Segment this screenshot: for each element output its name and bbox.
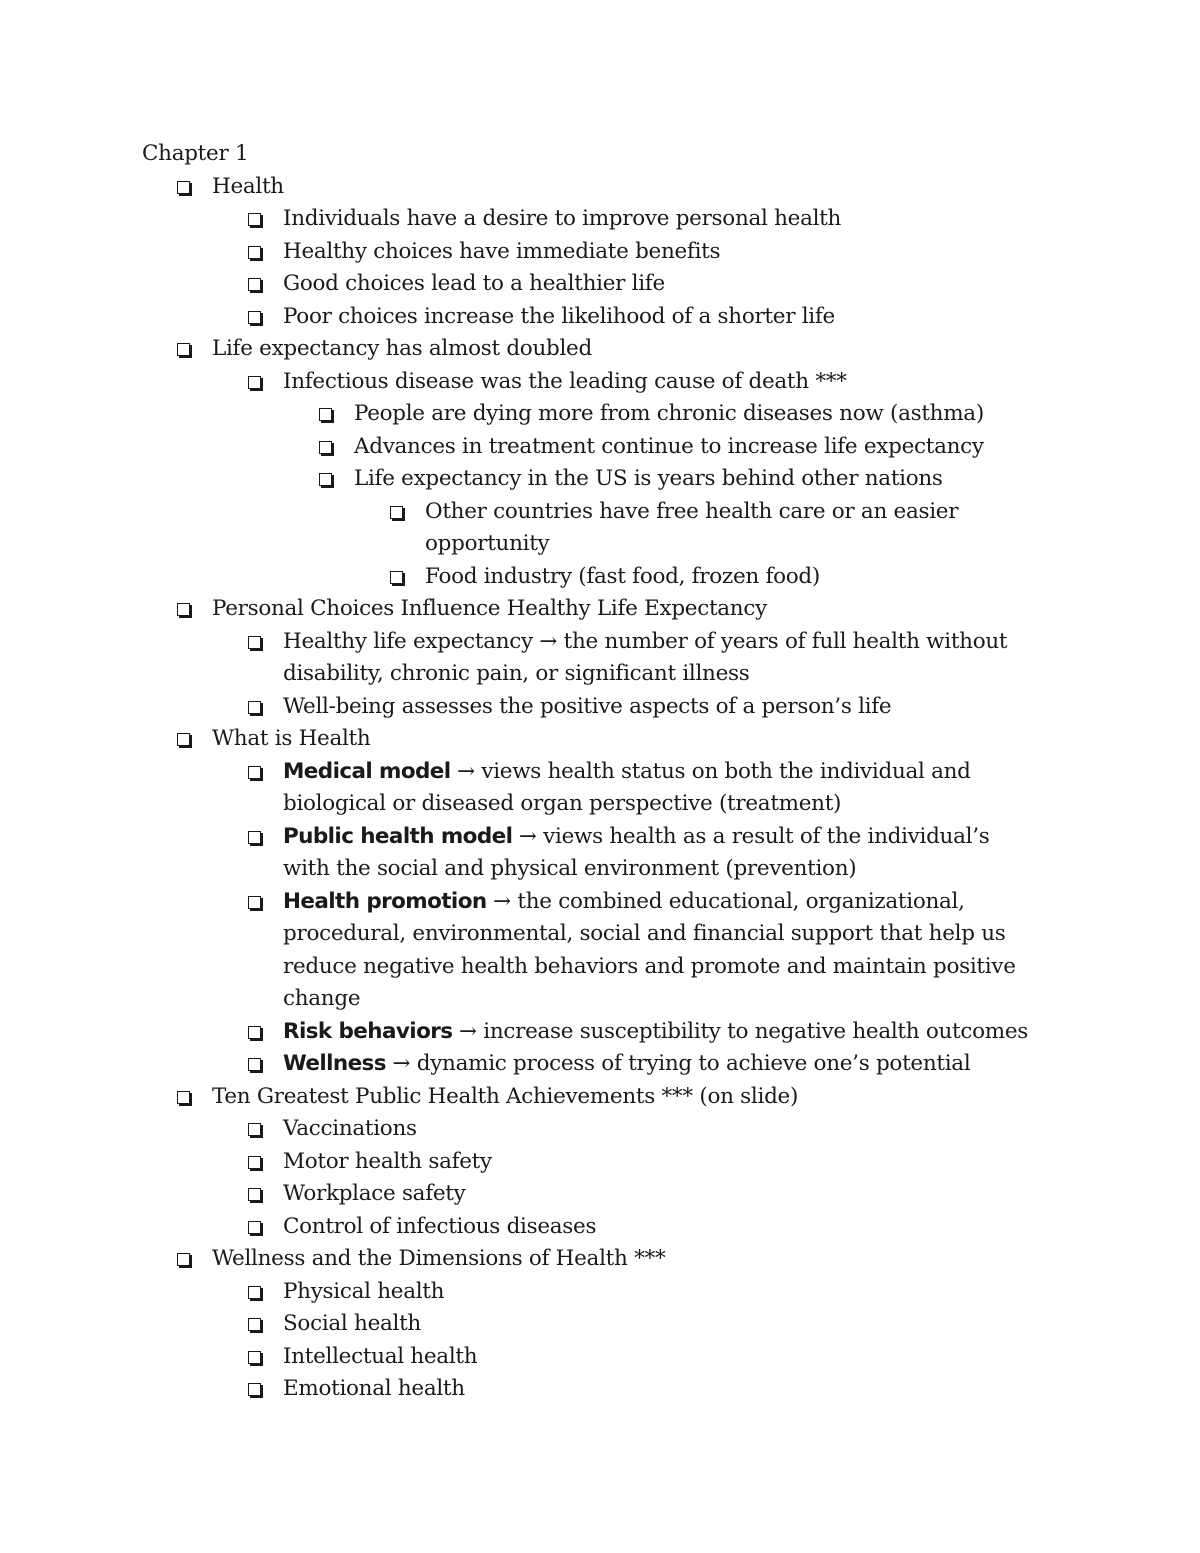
outline-item [248, 691, 1040, 724]
checkbox-bullet-icon [248, 1221, 261, 1234]
outline-item [248, 1373, 1040, 1406]
outline-item-text: Well-being assesses the positive aspects of a person’s life [283, 693, 892, 719]
outline-item-text [283, 886, 1040, 1016]
checkbox-bullet-icon [248, 1188, 261, 1201]
outline-item [177, 333, 1040, 366]
outline-item [319, 431, 1040, 464]
outline-item [248, 1113, 1040, 1146]
outline-item-text: Personal Choices Influence Healthy Life Expectancy [212, 596, 767, 621]
term-definition: → dynamic process of trying to achieve one’s potential [385, 1051, 971, 1076]
checkbox-bullet-icon [248, 636, 261, 649]
checkbox-bullet-icon [248, 278, 261, 291]
term-definition: → views health status on both the individual and biological or diseased organ perspective (treatment) [283, 758, 971, 816]
outline-item-text: Motor health safety [283, 1148, 492, 1174]
outline-item-text: Individuals have a desire to improve personal health [283, 206, 842, 231]
outline-item [390, 496, 1040, 561]
outline-item [177, 1243, 1040, 1276]
outline-item [248, 756, 1040, 821]
outline-item-text: Intellectual health [283, 1343, 478, 1369]
outline-item [248, 1048, 1040, 1081]
outline-item-text: Healthy choices have immediate benefits [283, 238, 721, 264]
outline-item [248, 1016, 1040, 1049]
checkbox-bullet-icon [248, 1286, 261, 1299]
term-label: Medical model [283, 758, 451, 784]
outline-item [177, 593, 1040, 626]
outline-item-text: Life expectancy has almost doubled [212, 336, 592, 361]
outline-item [248, 1211, 1040, 1244]
checkbox-bullet-icon [248, 311, 261, 324]
outline-item-text: Other countries have free health care or an easier opportunity [425, 498, 959, 556]
outline-item [248, 1308, 1040, 1341]
outline-item [248, 1276, 1040, 1309]
checkbox-bullet-icon [248, 896, 261, 909]
checkbox-bullet-icon [248, 766, 261, 779]
outline-item-text: Vaccinations [283, 1116, 417, 1141]
outline-item-text [283, 1016, 1040, 1049]
term-label: Wellness [283, 1051, 386, 1076]
outline-item [248, 626, 1040, 691]
checkbox-bullet-icon [248, 1383, 261, 1396]
outline-item-text: Wellness and the Dimensions of Health *** [212, 1246, 666, 1271]
outline-item [248, 821, 1040, 886]
checkbox-bullet-icon [248, 831, 261, 844]
outline-item-text: People are dying more from chronic diseases now (asthma) [354, 401, 984, 426]
checkbox-bullet-icon [177, 603, 190, 616]
checkbox-bullet-icon [390, 571, 403, 584]
outline-item [248, 886, 1040, 1016]
checkbox-bullet-icon [248, 1156, 261, 1169]
outline-item-text [283, 1048, 1040, 1081]
outline-item [177, 723, 1040, 756]
checkbox-bullet-icon [177, 181, 190, 194]
outline-item [248, 203, 1040, 236]
outline-item-text: Food industry (fast food, frozen food) [425, 563, 820, 589]
outline-item [177, 171, 1040, 204]
outline-item-text: Good choices lead to a healthier life [283, 271, 665, 296]
outline-item-text: Infectious disease was the leading cause of death *** [283, 368, 847, 394]
outline-item-text: Emotional health [283, 1376, 465, 1401]
checkbox-bullet-icon [248, 213, 261, 226]
checkbox-bullet-icon [319, 408, 332, 421]
checkbox-bullet-icon [248, 701, 261, 714]
term-label: Risk behaviors [283, 1018, 453, 1044]
outline-item [248, 1146, 1040, 1179]
outline-item-text: Workplace safety [283, 1181, 466, 1206]
outline-item-text: Advances in treatment continue to increase life expectancy [354, 433, 984, 459]
checkbox-bullet-icon [248, 1123, 261, 1136]
checkbox-bullet-icon [248, 1058, 261, 1071]
outline-item [248, 1178, 1040, 1211]
outline-item-text: Poor choices increase the likelihood of a shorter life [283, 303, 835, 329]
outline-item-text: What is Health [212, 726, 371, 751]
outline-item [248, 1341, 1040, 1374]
outline-item [390, 561, 1040, 594]
outline-item [319, 463, 1040, 496]
checkbox-bullet-icon [390, 506, 403, 519]
outline-item-text: Healthy life expectancy → the number of years of full health without disability, chronic pain, or significant illness [283, 628, 1008, 686]
checkbox-bullet-icon [248, 1351, 261, 1364]
checkbox-bullet-icon [248, 1318, 261, 1331]
checkbox-bullet-icon [177, 1253, 190, 1266]
checkbox-bullet-icon [248, 1026, 261, 1039]
checkbox-bullet-icon [177, 733, 190, 746]
outline-item [319, 398, 1040, 431]
outline-item-text: Life expectancy in the US is years behind other nations [354, 466, 943, 491]
checkbox-bullet-icon [248, 376, 261, 389]
checkbox-bullet-icon [319, 441, 332, 454]
term-definition: → the combined educational, organizational, procedural, environmental, social and financial support that help us reduce negative health behaviors and promote and maintain positive change [283, 888, 1016, 1011]
outline-item [248, 236, 1040, 269]
checkbox-bullet-icon [177, 1091, 190, 1104]
term-definition: → views health as a result of the individual’s with the social and physical environment (prevention) [283, 823, 990, 881]
checkbox-bullet-icon [177, 343, 190, 356]
outline-item-text: Health [212, 173, 284, 199]
outline-item-text: Physical health [283, 1278, 445, 1304]
checkbox-bullet-icon [248, 246, 261, 259]
outline-item [177, 1081, 1040, 1114]
term-definition: → increase susceptibility to negative health outcomes [452, 1018, 1029, 1044]
checkbox-bullet-icon [319, 473, 332, 486]
chapter-heading: Chapter 1 [142, 141, 249, 166]
outline-item-text: Ten Greatest Public Health Achievements *** (on slide) [212, 1083, 799, 1109]
term-label: Health promotion [283, 888, 487, 914]
outline-item-text [283, 821, 1040, 886]
outline-item-text: Social health [283, 1311, 421, 1336]
outline-item [248, 301, 1040, 334]
outline-item [248, 268, 1040, 301]
term-label: Public health model [283, 823, 513, 849]
outline-item [248, 366, 1040, 399]
outline-item-text [283, 756, 1040, 821]
outline-item-text: Control of infectious diseases [283, 1213, 597, 1239]
